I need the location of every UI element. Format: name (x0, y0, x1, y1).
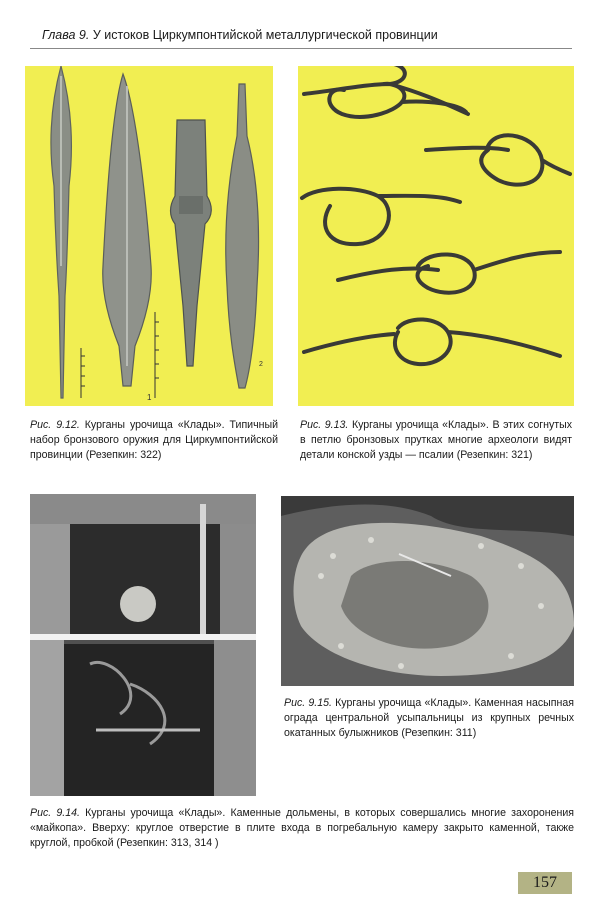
caption-9-13-label: Рис. 9.13. (300, 419, 349, 431)
header-rule (30, 48, 572, 49)
caption-9-14-text: Курганы урочища «Клады». Каменные дольмены, в которых совершались многие захоронения «майкопа». Вверху: круглое отверстие в плите входа в погребальную камеру закрыто каменной, также круглой, пробкой (Резепкин: 313, 314 ) (30, 807, 575, 849)
figure-9-13-image (298, 66, 574, 406)
caption-9-13-text: Курганы урочища «Клады». В этих согнутых в петлю бронзовых прутках многие археологи видят детали конской узды — псалии (Резепкин: 321) (300, 419, 573, 461)
caption-9-14 (30, 806, 574, 851)
figure-9-12-image (25, 66, 273, 406)
caption-9-13 (300, 418, 572, 463)
caption-9-12 (30, 418, 278, 463)
caption-9-12-text: Курганы урочища «Клады». Типичный набор бронзового оружия для Циркумпонтийской провинции (Резепкин: 322) (30, 419, 279, 461)
figure-9-15-image (281, 496, 574, 686)
caption-9-15 (284, 696, 574, 741)
page-number: 157 (518, 872, 572, 894)
chapter-title: У истоков Циркумпонтийской металлургической провинции (92, 28, 438, 42)
chapter-label: Глава 9. (42, 28, 90, 42)
figure-9-14-image (30, 494, 256, 796)
caption-9-15-label: Рис. 9.15. (284, 697, 332, 709)
caption-9-12-label: Рис. 9.12. (30, 419, 80, 431)
caption-9-14-label: Рис. 9.14. (30, 807, 80, 819)
running-header (42, 28, 562, 42)
ruler-mark-1: 1 (147, 393, 152, 402)
caption-9-15-text: Курганы урочища «Клады». Каменная насыпная ограда центральной усыпальницы из крупных речных окатанных булыжников (Резепкин: 311) (284, 697, 574, 739)
ruler-mark-2: 2 (259, 361, 263, 368)
